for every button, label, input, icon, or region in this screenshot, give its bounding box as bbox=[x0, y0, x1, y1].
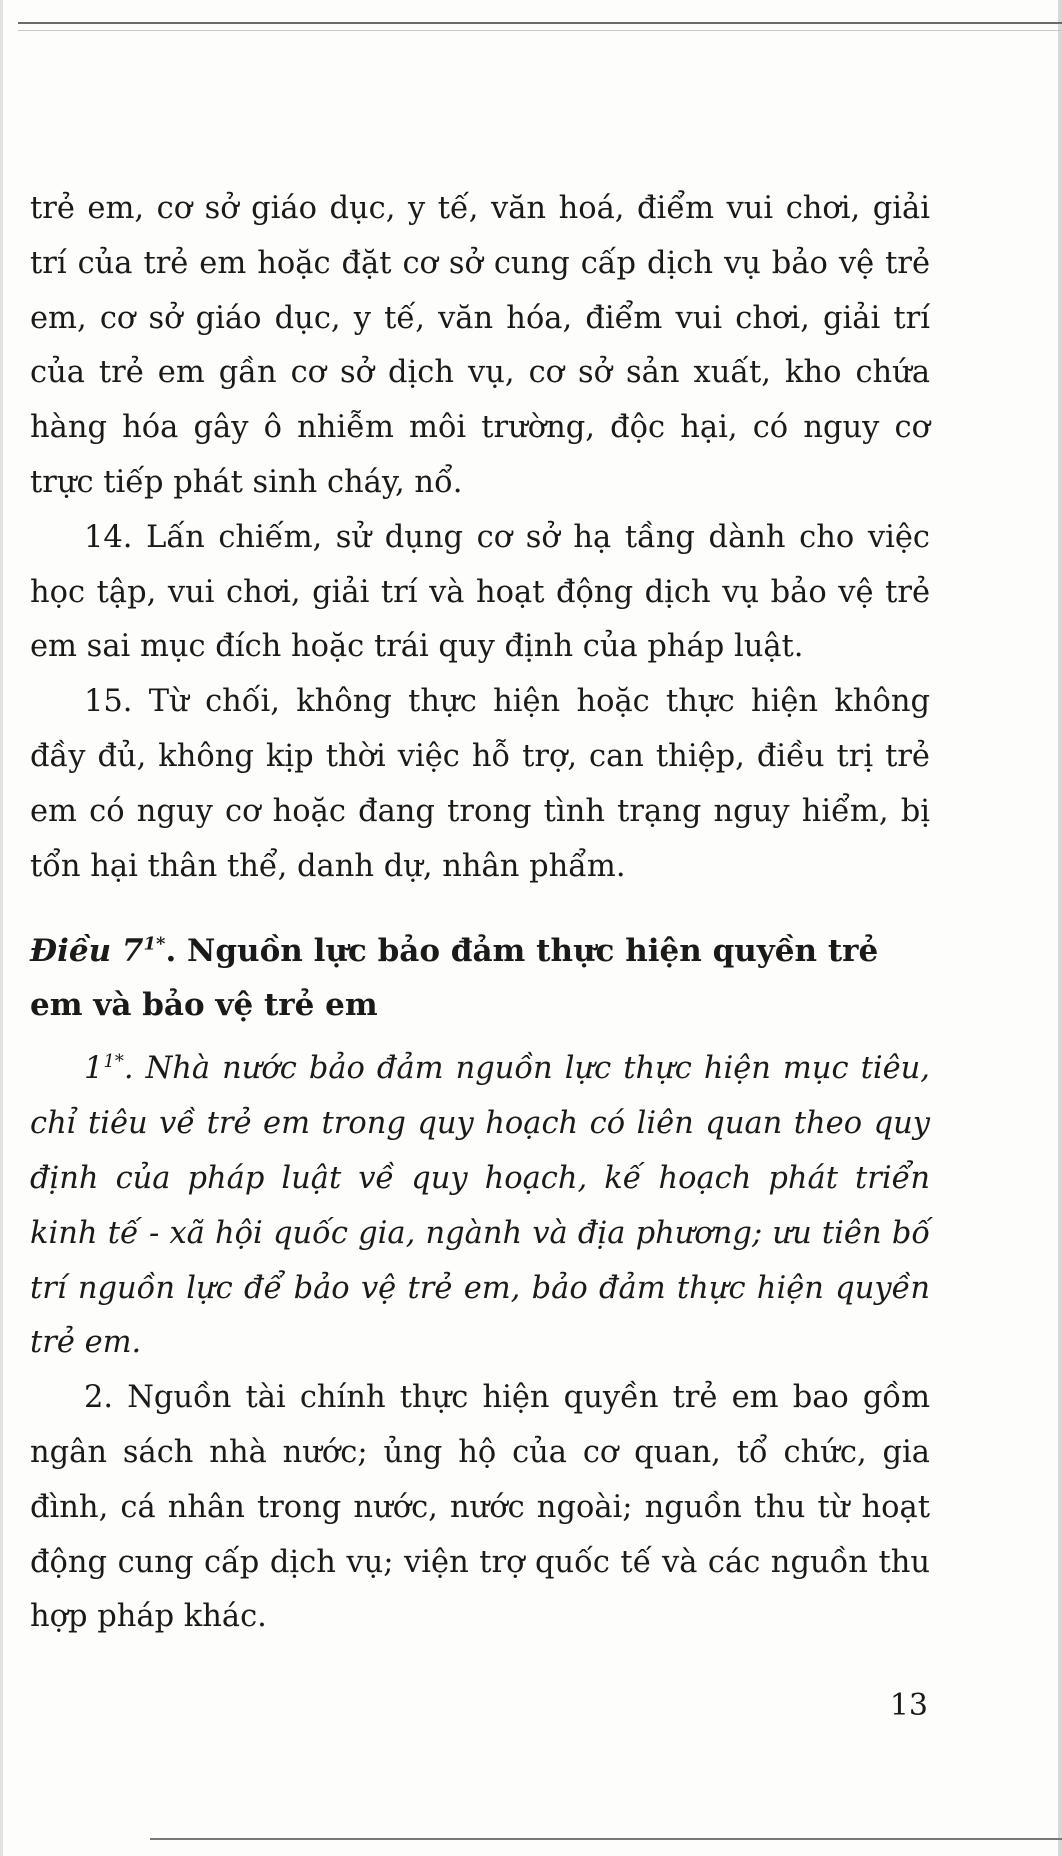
page-body bbox=[30, 182, 930, 1645]
page-edge-left bbox=[0, 0, 3, 1856]
list-item-15: 15. Từ chối, không thực hiện hoặc thực hiện không đầy đủ, không kịp thời việc hỗ trợ, can thiệp, điều trị trẻ em có nguy cơ hoặc đang trong tình trạng nguy hiểm, bị tổn hại thân thể, danh dự, nhân phẩm. bbox=[30, 684, 930, 884]
article-title: . Nguồn lực bảo đảm thực hiện quyền trẻ em và bảo vệ trẻ em bbox=[30, 933, 879, 1024]
clause-1-text: . Nhà nước bảo đảm nguồn lực thực hiện mục tiêu, chỉ tiêu về trẻ em trong quy hoạch có liên quan theo quy định của pháp luật về quy hoạch, kế hoạch phát triển kinh tế - xã hội quốc gia, ngành và địa phương; ưu tiên bố trí nguồn lực để bảo vệ trẻ em, bảo đảm thực hiện quyền trẻ em. bbox=[30, 1051, 930, 1361]
clause-2: 2. Nguồn tài chính thực hiện quyền trẻ em bao gồm ngân sách nhà nước; ủng hộ của cơ quan, tổ chức, gia đình, cá nhân trong nước, nước ngoài; nguồn thu từ hoạt động cung cấp dịch vụ; viện trợ quốc tế và các nguồn thu hợp pháp khác. bbox=[30, 1380, 930, 1635]
clause-1-footnote-mark: 1* bbox=[103, 1051, 124, 1073]
paragraph-continuation: trẻ em, cơ sở giáo dục, y tế, văn hoá, điểm vui chơi, giải trí của trẻ em hoặc đặt cơ sở cung cấp dịch vụ bảo vệ trẻ em, cơ sở giáo dục, y tế, văn hóa, điểm vui chơi, giải trí của trẻ em gần cơ sở dịch vụ, cơ sở sản xuất, kho chứa hàng hóa gây ô nhiễm môi trường, độc hại, có nguy cơ trực tiếp phát sinh cháy, nổ. bbox=[30, 191, 930, 500]
header-rule-faint bbox=[18, 30, 1062, 31]
article-heading bbox=[30, 924, 930, 1032]
footer-rule bbox=[150, 1838, 1062, 1840]
clause-1 bbox=[30, 1042, 930, 1371]
page-number: 13 bbox=[889, 1688, 928, 1723]
list-item-14: 14. Lấn chiếm, sử dụng cơ sở hạ tầng dành cho việc học tập, vui chơi, giải trí và hoạt động dịch vụ bảo vệ trẻ em sai mục đích hoặc trái quy định của pháp luật. bbox=[30, 519, 930, 665]
header-rule bbox=[18, 22, 1062, 24]
page-edge-right bbox=[1058, 0, 1062, 1856]
article-label: Điều 7 bbox=[30, 933, 144, 970]
clause-1-number: 1 bbox=[84, 1051, 104, 1087]
article-footnote-mark: 1* bbox=[143, 934, 166, 956]
